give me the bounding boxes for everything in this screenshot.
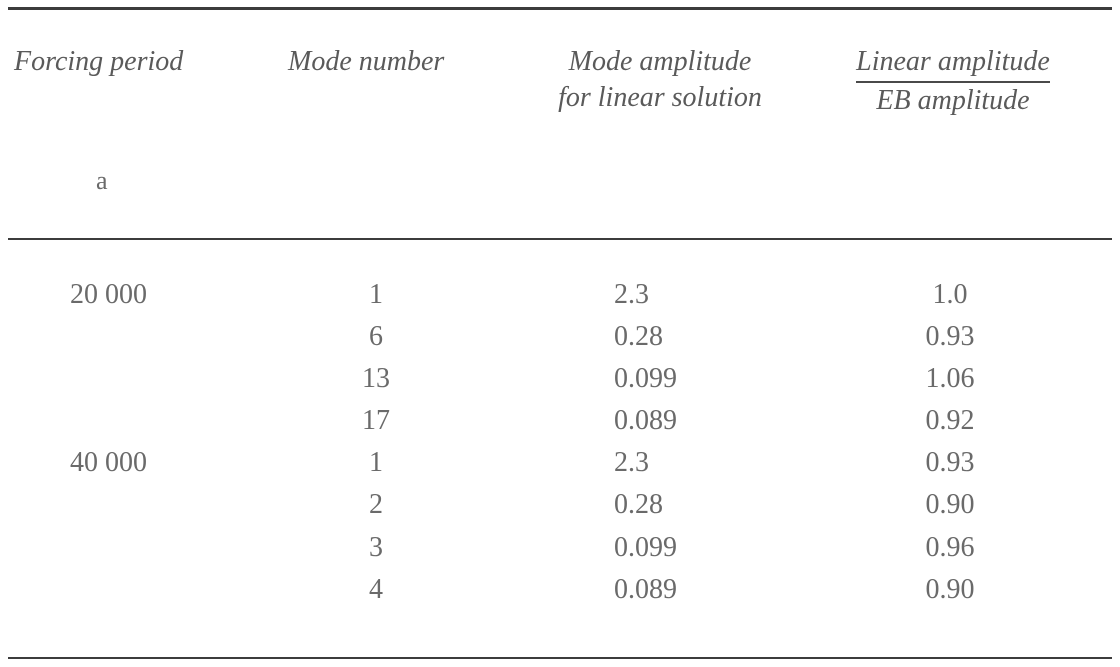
table-row xyxy=(0,404,1120,446)
table-row xyxy=(0,362,1120,404)
cell-amplitude-ratio: 0.96 xyxy=(925,531,975,563)
cell-amplitude-ratio: 0.93 xyxy=(925,321,975,353)
header-mode-number: Mode number xyxy=(288,46,445,77)
cell-amplitude-ratio: 0.92 xyxy=(925,405,975,437)
cell-forcing-period: 40 000 xyxy=(70,447,147,479)
header-mode-amplitude xyxy=(510,44,810,116)
table-bottom-rule xyxy=(8,657,1112,659)
table-row xyxy=(0,446,1120,488)
cell-mode-amplitude: 0.089 xyxy=(614,573,677,605)
cell-mode-amplitude: 2.3 xyxy=(614,279,649,310)
table-row xyxy=(0,531,1120,573)
cell-mode-number: 6 xyxy=(369,321,383,353)
cell-mode-amplitude: 0.28 xyxy=(614,489,663,521)
table-body xyxy=(0,278,1120,615)
cell-mode-number: 1 xyxy=(369,447,383,479)
header-forcing-period: Forcing period xyxy=(14,46,184,77)
cell-mode-number: 1 xyxy=(369,279,383,310)
cell-amplitude-ratio: 0.93 xyxy=(925,447,975,479)
header-mode-amplitude-line1: Mode amplitude xyxy=(568,46,752,77)
cell-amplitude-ratio: 1.06 xyxy=(925,363,975,395)
header-ratio-denominator: EB amplitude xyxy=(876,85,1030,116)
cell-mode-number: 4 xyxy=(369,573,383,605)
cell-amplitude-ratio: 1.0 xyxy=(932,279,968,310)
table-top-rule xyxy=(8,7,1112,10)
unit-label: a xyxy=(96,166,108,195)
cell-mode-amplitude: 0.099 xyxy=(614,531,677,563)
table-row xyxy=(0,488,1120,530)
cell-mode-amplitude: 0.089 xyxy=(614,405,677,437)
header-ratio-numerator: Linear amplitude xyxy=(856,44,1050,83)
header-mode-amplitude-line2: for linear solution xyxy=(558,82,762,113)
cell-mode-number: 17 xyxy=(362,405,390,437)
cell-amplitude-ratio: 0.90 xyxy=(925,489,975,521)
table-row xyxy=(0,573,1120,615)
header-amplitude-ratio xyxy=(818,44,1088,119)
table-row xyxy=(0,320,1120,362)
cell-mode-number: 3 xyxy=(369,531,383,563)
cell-mode-number: 2 xyxy=(369,489,383,521)
cell-mode-number: 13 xyxy=(362,363,390,395)
header-separator-rule xyxy=(8,238,1112,240)
cell-mode-amplitude: 0.28 xyxy=(614,321,663,353)
cell-mode-amplitude: 2.3 xyxy=(614,447,649,479)
cell-amplitude-ratio: 0.90 xyxy=(925,573,975,605)
cell-forcing-period: 20 000 xyxy=(70,279,147,310)
cell-mode-amplitude: 0.099 xyxy=(614,363,677,395)
table-row xyxy=(0,278,1120,320)
